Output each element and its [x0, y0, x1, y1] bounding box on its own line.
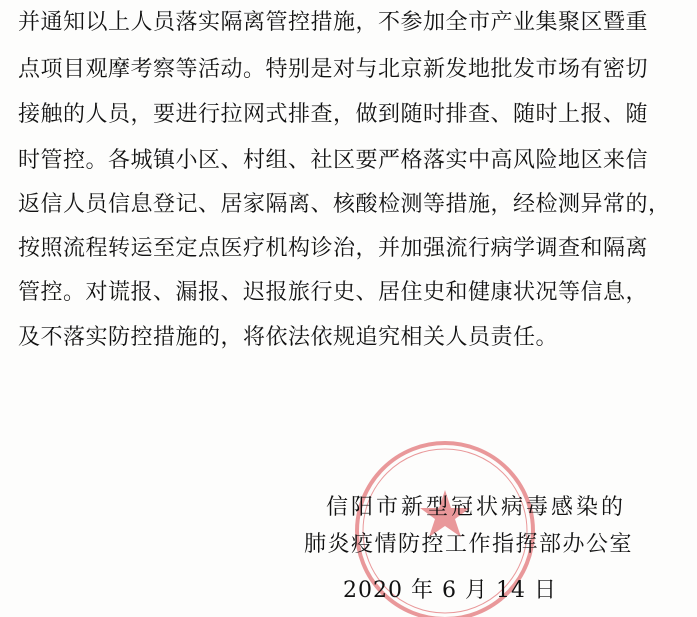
issuer-line-1: 信阳市新型冠状病毒感染的 — [326, 495, 627, 520]
body-line-7: 管控。对谎报、漏报、迟报旅行史、居住史和健康状况等信息， — [18, 280, 649, 305]
body-line-3: 接触的人员，要进行拉网式排查，做到随时排查、随时上报、随 — [18, 102, 649, 127]
body-line-8: 及不落实防控措施的，将依法依规追究相关人员责任。 — [18, 325, 559, 350]
body-line-2: 点项目观摩考察等活动。特别是对与北京新发地批发市场有密切 — [18, 57, 649, 82]
issuer-line-2: 肺炎疫情防控工作指挥部办公室 — [304, 532, 634, 557]
body-line-4: 时管控。各城镇小区、村组、社区要严格落实中高风险地区来信 — [18, 148, 649, 173]
issue-date: 2020 年 6 月 14 日 — [343, 578, 557, 603]
body-line-6: 按照流程转运至定点医疗机构诊治，并加强流行病学调查和隔离 — [18, 236, 649, 261]
body-line-1: 并通知以上人员落实隔离管控措施，不参加全市产业集聚区暨重 — [18, 10, 649, 35]
body-line-5: 返信人员信息登记、居家隔离、核酸检测等措施，经检测异常的， — [18, 192, 671, 217]
